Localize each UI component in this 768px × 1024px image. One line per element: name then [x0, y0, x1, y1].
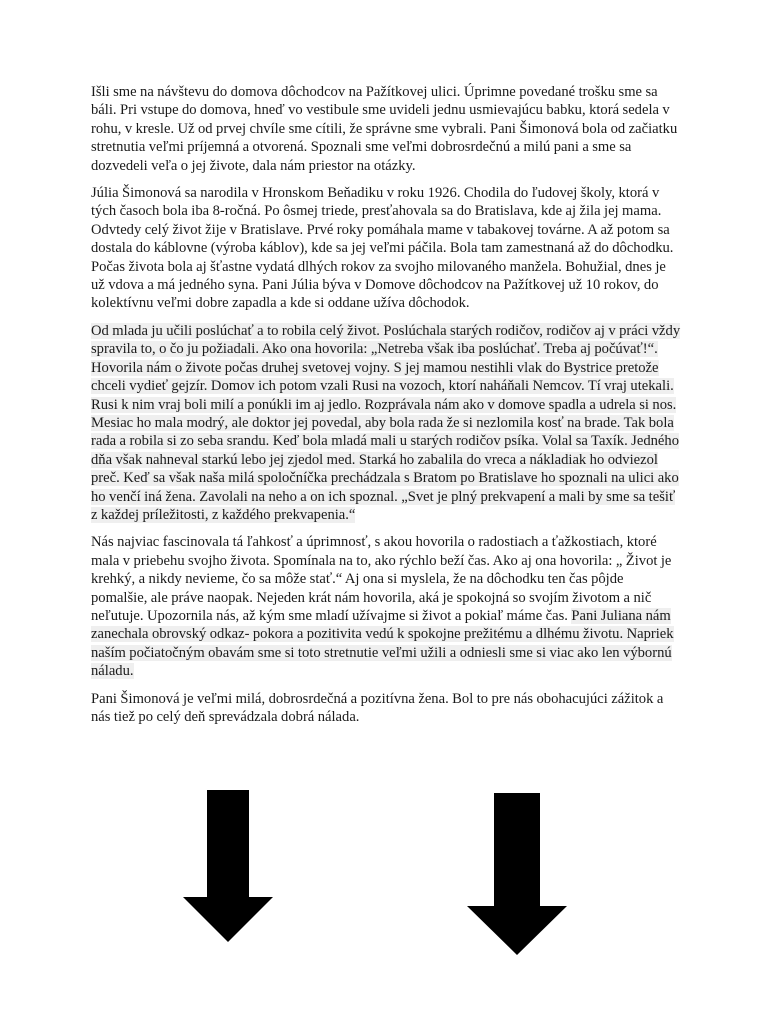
paragraph-text: Pani Šimonová je veľmi milá, dobrosrdečná a pozitívna žena. Bol to pre nás obohacujúci zážitok a nás tiež po celý deň sprevádzala dobrá nálada.: [91, 690, 664, 725]
paragraph-reflection: [91, 533, 681, 680]
paragraph-intro: [91, 83, 681, 175]
arrow-shape: [467, 793, 567, 955]
arrow-down-icon: [467, 793, 567, 955]
paragraph-text: Nás najviac fascinovala tá ľahkosť a úprimnosť, s akou hovorila o radostiach a ťažkostiach, ktoré mala v priebehu svojho života. Spomínala na to, ako rýchlo beží čas. Ako aj ona hovorila: „ Život je krehký, a nikdy nevieme, čo sa môže stať.“ Aj ona si myslela, že na dôchodku ten čas pôjde pomalšie, ale práve naopak. Nejeden krát nám hovorila, aká je spokojná so svojím životom a nič neľutuje. Upozornila nás, až kým sme mladí užívajme si život a pokiaľ máme čas.: [91, 534, 672, 624]
paragraph-closing: [91, 690, 681, 727]
paragraph-text: Júlia Šimonová sa narodila v Hronskom Beňadiku v roku 1926. Chodila do ľudovej školy, ktorá v tých časoch bola iba 8-ročná. Po ôsmej triede, presťahovala sa do Bratislava, kde aj žila jej mama. Odvtedy celý život žije v Bratislave. Prvé roky pomáhala mame v tabakovej továrne. A až potom sa dostala do káblovne (výroba káblov), kde sa jej veľmi páčila. Bola tam zamestnaná až do dôchodku. Počas života bola aj šťastne vydatá dlhých rokov za svojho milovaného manžela. Bohužial, dnes je už vdova a má jedného syna. Pani Júlia býva v Domove dôchodcov na Pažítkovej už 10 rokov, do kolektívnu veľmi dobre zapadla a kde si oddane užíva dôchodok.: [91, 185, 674, 312]
arrow-down-icon: [183, 790, 273, 942]
highlighted-text: Od mlada ju učili poslúchať a to robila celý život. Poslúchala starých rodičov, rodičov aj v práci vždy spravila to, o čo ju požiadali. Ako ona hovorila: „Netreba však iba poslúchať. Treba aj počúvať!“. Hovorila nám o živote počas druhej svetovej vojny. S jej mamou nestihli vlak do Bystrice pretože chceli vydieť gejzír. Domov ich potom vzali Rusi na vozoch, ktorí naháňali Nemcov. Tí vraj utekali. Rusi k nim vraj boli milí a ponúkli im aj jedlo. Rozprávala nám ako v domove spadla a udrela si nos. Mesiac ho mala modrý, ale doktor jej povedal, aby bola rada že si nezlomila kosť na brade. Tak bola rada a robila si zo seba srandu. Keď bola mladá mali u starých rodičov psíka. Volal sa Taxík. Jedného dňa však nahneval starkú lebo jej zjedol med. Starká ho zabalila do vreca a nákladiak ho odviezol preč. Keď sa však naša milá spoločníčka prechádzala s Bratom po Bratislave ho spoznali na ulici ako ho venčí iná žena. Zavolali na neho a on ich spoznal. „Svet je plný prekvapení a mali by sme sa tešiť z každej príležitosti, z každého prekvapenia.“: [91, 322, 681, 523]
paragraph-memories: [91, 322, 681, 524]
highlighted-text: Pani Juliana nám zanechala obrovský odkaz- pokora a pozitivita vedú k spokojne prežitému a dlhému životu. Napriek naším počiatočným obavám sme si toto stretnutie veľmi užili a odniesli sme si viac ako len výbornú náladu.: [91, 607, 674, 680]
paragraph-text: Išli sme na návštevu do domova dôchodcov na Pažítkovej ulici. Úprimne povedané trošku sme sa báli. Pri vstupe do domova, hneď vo vestibule sme uvideli jednu usmievajúcu babku, ktorá sedela v rohu, v kresle. Už od prvej chvíle sme cítili, že správne sme vybrali. Pani Šimonová bola od začiatku stretnutia veľmi príjemná a otvorená. Spoznali sme veľmi dobrosrdečnú a milú pani a sme sa dozvedeli veľa o jej živote, dala nám priestor na otázky.: [91, 84, 678, 174]
paragraph-biography: [91, 184, 681, 313]
document-body: [91, 83, 681, 735]
arrow-shape: [183, 790, 273, 942]
